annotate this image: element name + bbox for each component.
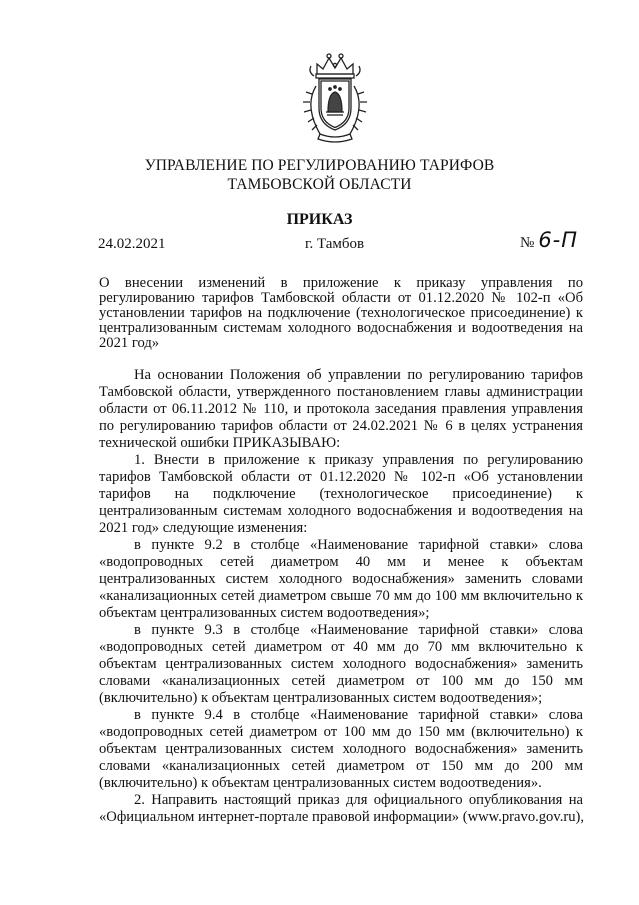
body-line: «водопроводных сетей диаметром от 40 мм до 70 мм включительно к xyxy=(99,639,583,655)
body-line: «канализационных сетей диаметром свыше 70 мм до 100 мм включительно к xyxy=(99,588,583,604)
body-line: тарифов на подключение (технологическое присоединение) к xyxy=(99,486,583,502)
body-line: (включительно) к объектам централизованных систем водоотведения»; xyxy=(99,690,543,706)
subject-line: централизованным системам холодного водоснабжения и водоотведения на xyxy=(99,320,583,336)
body-line: в пункте 9.4 в столбце «Наименование тарифной ставки» слова xyxy=(134,707,583,723)
document-city: г. Тамбов xyxy=(305,236,365,252)
body-line: объектам централизованных систем холодного водоснабжения» заменить xyxy=(99,656,583,672)
body-line: технической ошибки ПРИКАЗЫВАЮ: xyxy=(99,435,341,451)
handwritten-number: 6-П xyxy=(538,228,579,252)
body-line: «водопроводных сетей диаметром от 100 мм до 150 мм (включительно) к xyxy=(99,724,583,740)
body-line: 2. Направить настоящий приказ для официального опубликования на xyxy=(134,792,583,808)
body-line: словами «канализационных сетей диаметром от 150 мм до 200 мм xyxy=(99,758,583,774)
organization-name-line-2: ТАМБОВСКОЙ ОБЛАСТИ xyxy=(227,176,412,193)
body-line: централизованным системам холодного водоснабжения и водоотведения на xyxy=(99,503,583,519)
body-line: На основании Положения об управлении по регулированию тарифов xyxy=(134,367,583,383)
body-line: Тамбовской области, утвержденного постановлением главы администрации xyxy=(99,384,583,400)
document-number xyxy=(520,228,578,252)
body-line: в пункте 9.3 в столбце «Наименование тарифной ставки» слова xyxy=(134,622,583,638)
body-line: словами «канализационных сетей диаметром от 100 мм до 150 мм xyxy=(99,673,583,689)
document-type: ПРИКАЗ xyxy=(286,211,353,228)
body-line: 1. Внести в приложение к приказу управления по регулированию xyxy=(134,452,583,468)
body-line: объектам централизованных систем водоотведения»; xyxy=(99,605,430,621)
body-line: централизованных систем холодного водоснабжения» заменить словами xyxy=(99,571,583,587)
number-prefix: № xyxy=(520,235,535,251)
subject-line: 2021 год» xyxy=(99,335,160,351)
body-line: области от 06.11.2012 № 110, и протокола заседания правления управления xyxy=(99,401,583,417)
coat-of-arms-emblem xyxy=(290,46,380,146)
body-line: в пункте 9.2 в столбце «Наименование тарифной ставки» слова xyxy=(134,537,583,553)
subject-line: О внесении изменений в приложение к приказу управления по xyxy=(99,275,583,291)
subject-line: регулированию тарифов Тамбовской области от 01.12.2020 № 102-п «Об xyxy=(99,290,583,306)
body-line: «водопроводных сетей диаметром 40 мм и менее к объектам xyxy=(99,554,583,570)
subject-line: установлении тарифов на подключение (технологическое присоединение) к xyxy=(99,305,583,321)
body-line: по регулированию тарифов области от 24.02.2021 № 6 в целях устранения xyxy=(99,418,583,434)
body-line: объектам централизованных систем холодного водоснабжения» заменить xyxy=(99,741,583,757)
body-line: «Официальном интернет-портале правовой информации» (www.pravo.gov.ru), xyxy=(99,809,585,825)
organization-name-line-1: УПРАВЛЕНИЕ ПО РЕГУЛИРОВАНИЮ ТАРИФОВ xyxy=(144,157,495,174)
body-line: (включительно) к объектам централизованных систем водоотведения». xyxy=(99,775,542,791)
document-date: 24.02.2021 xyxy=(98,236,166,252)
body-line: тарифов Тамбовской области от 01.12.2020 № 102-п «Об установлении xyxy=(99,469,583,485)
body-line: 2021 год» следующие изменения: xyxy=(99,520,308,536)
